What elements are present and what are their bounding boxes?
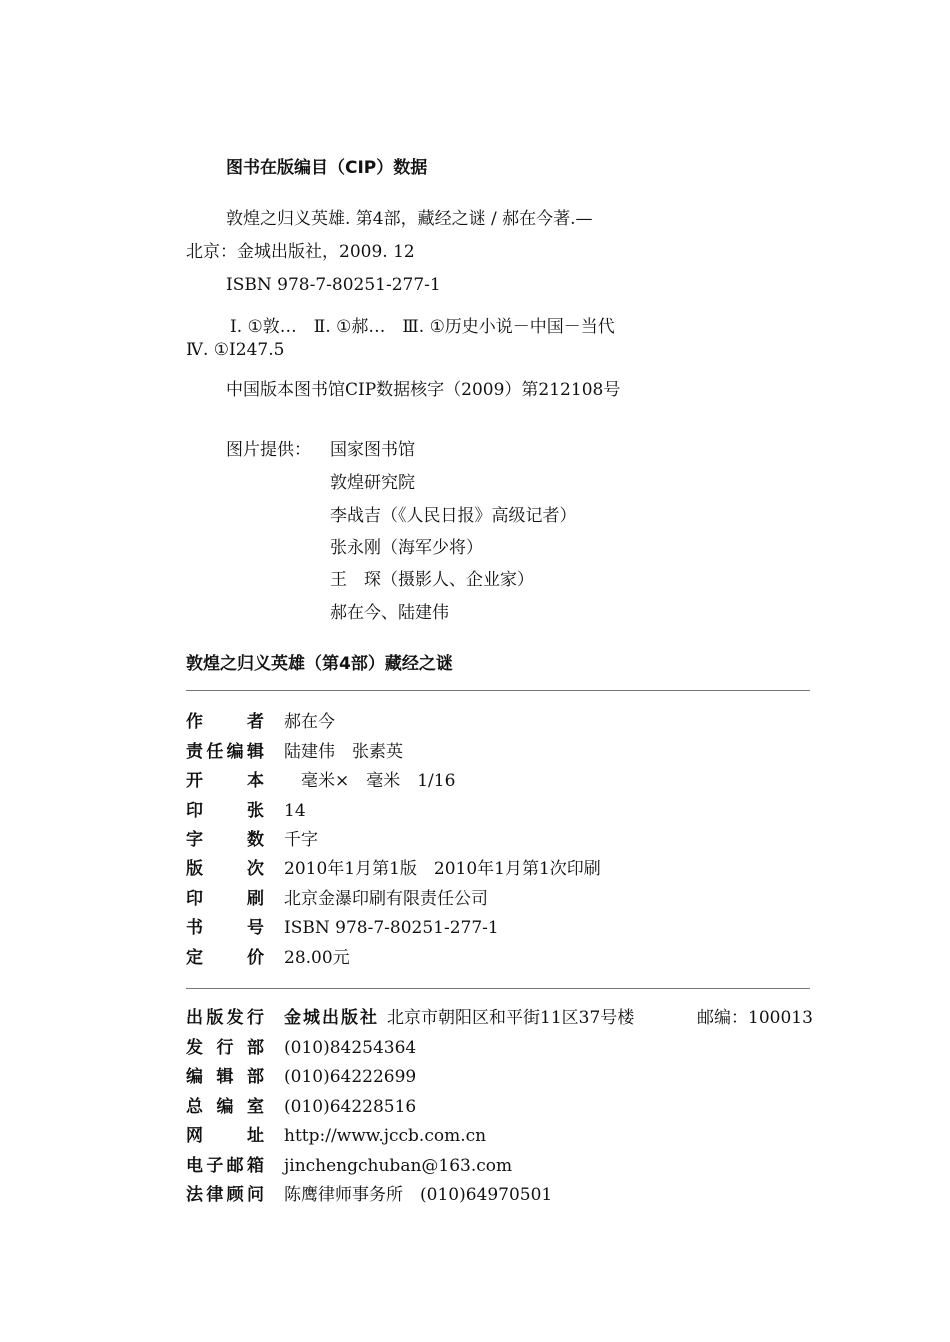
contact-label-email: 电 子 邮 箱 xyxy=(186,1156,264,1176)
detail-value-edition: 2010年1月第1版 2010年1月第1次印刷 xyxy=(284,859,601,879)
detail-value-printer: 北京金瀑印刷有限责任公司 xyxy=(284,889,488,909)
photo-provider: 国家图书馆 xyxy=(330,440,415,460)
detail-value-wordcount: 千字 xyxy=(284,830,318,850)
detail-label-format: 开 本 xyxy=(186,771,264,791)
cip-classification-1: Ⅰ. ①敦… Ⅱ. ①郝… Ⅲ. ①历史小说－中国－当代 xyxy=(230,317,615,337)
book-title: 敦煌之归义英雄（第4部）藏经之谜 xyxy=(186,654,453,674)
detail-label-editor: 责 任 编 辑 xyxy=(186,742,264,762)
contact-label-editorial: 编 辑 部 xyxy=(186,1067,264,1087)
detail-label-printer: 印 刷 xyxy=(186,889,264,909)
contact-value-distribution: (010)84254364 xyxy=(284,1038,417,1058)
cip-number: 中国版本图书馆CIP数据核字（2009）第212108号 xyxy=(226,380,621,400)
contact-value-email: jinchengchuban@163.com xyxy=(284,1156,513,1176)
detail-label-sheets: 印 张 xyxy=(186,801,264,821)
detail-label-author: 作 者 xyxy=(186,712,264,732)
photo-provider: 张永刚（海军少将） xyxy=(330,538,483,558)
contact-value-website: http://www.jccb.com.cn xyxy=(284,1126,487,1146)
contact-value-chief-office: (010)64228516 xyxy=(284,1097,417,1117)
contact-label-distribution: 发 行 部 xyxy=(186,1038,264,1058)
publisher-address: 北京市朝阳区和平街11区37号楼 xyxy=(387,1008,635,1028)
publisher-info xyxy=(284,1007,634,1029)
contact-label-chief-office: 总 编 室 xyxy=(186,1097,264,1117)
cip-line-1: 敦煌之归义英雄. 第4部，藏经之谜 / 郝在今著.— xyxy=(226,209,593,229)
detail-value-editor: 陆建伟 张素英 xyxy=(284,742,403,762)
detail-value-author: 郝在今 xyxy=(284,712,335,732)
detail-value-format: 毫米× 毫米 1/16 xyxy=(284,771,456,791)
divider-bottom xyxy=(186,988,810,989)
cip-classification-2: Ⅳ. ①I247.5 xyxy=(186,340,285,360)
contact-value-editorial: (010)64222699 xyxy=(284,1067,417,1087)
photo-provider: 敦煌研究院 xyxy=(330,473,415,493)
contact-value-legal: 陈鹰律师事务所 (010)64970501 xyxy=(284,1185,553,1205)
publisher-postcode: 邮编：100013 xyxy=(697,1008,813,1028)
publisher-label: 出 版 发 行 xyxy=(186,1008,264,1028)
contact-label-website: 网 址 xyxy=(186,1126,264,1146)
detail-value-isbn: ISBN 978-7-80251-277-1 xyxy=(284,918,499,938)
detail-label-edition: 版 次 xyxy=(186,859,264,879)
detail-label-wordcount: 字 数 xyxy=(186,830,264,850)
cip-isbn: ISBN 978-7-80251-277-1 xyxy=(226,275,441,295)
contact-label-legal: 法 律 顾 问 xyxy=(186,1185,264,1205)
divider-top xyxy=(186,690,810,691)
detail-value-sheets: 14 xyxy=(284,801,306,821)
detail-value-price: 28.00元 xyxy=(284,948,350,968)
publisher-name: 金城出版社 xyxy=(284,1008,379,1028)
photo-provider: 李战吉（《人民日报》高级记者） xyxy=(330,506,577,526)
photo-provider: 王 琛（摄影人、企业家） xyxy=(330,570,534,590)
cip-line-2: 北京：金城出版社，2009. 12 xyxy=(186,242,415,262)
detail-label-isbn: 书 号 xyxy=(186,918,264,938)
detail-label-price: 定 价 xyxy=(186,948,264,968)
photo-credit-label: 图片提供： xyxy=(226,440,311,460)
photo-provider: 郝在今、陆建伟 xyxy=(330,603,449,623)
cip-heading: 图书在版编目（CIP）数据 xyxy=(226,158,428,178)
